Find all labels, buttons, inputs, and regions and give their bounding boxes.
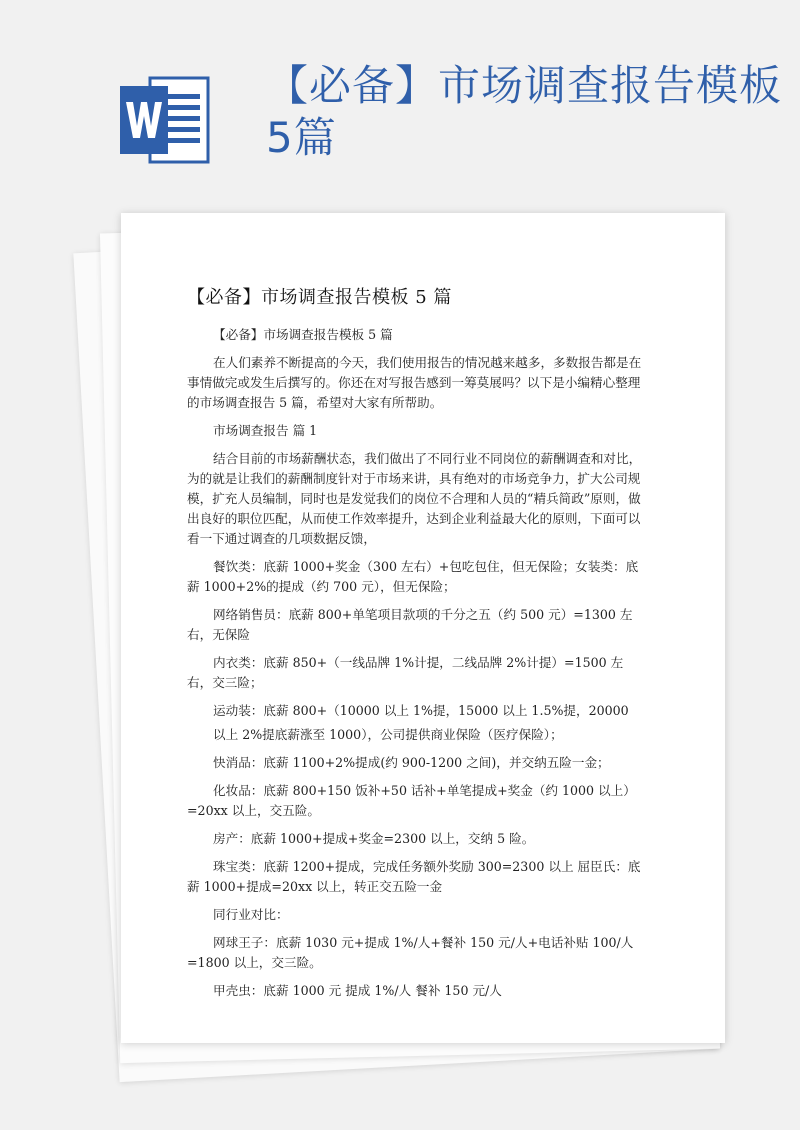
paragraph: 【必备】市场调查报告模板 5 篇 (213, 327, 393, 342)
word-document-icon (120, 72, 212, 168)
paragraph: 快消品：底薪 1100+2%提成(约 900-1200 之间)，并交纳五险一金； (213, 755, 610, 770)
paragraph: 房产：底薪 1000+提成+奖金=2300 以上，交纳 5 险。 (213, 831, 535, 846)
paragraph: 内衣类：底薪 850+（一线品牌 1%计提，二线品牌 2%计提）=1500 左右，交三险； (187, 655, 624, 690)
header (0, 0, 800, 200)
paragraph: 在人们素养不断提高的今天，我们使用报告的情况越来越多，多数报告都是在事情做完或发生后撰写的。你还在对写报告感到一筹莫展吗？以下是小编精心整理的市场调查报告 5 篇，希望对大家有所帮助。 (187, 355, 642, 410)
paragraph: 餐饮类：底薪 1000+奖金（300 左右）+包吃包住，但无保险；女装类：底薪 1000+2%的提成（约 700 元），但无保险； (187, 559, 639, 594)
paragraph: 化妆品：底薪 800+150 饭补+50 话补+单笔提成+奖金（约 1000 以上）=20xx 以上，交五险。 (187, 783, 636, 818)
paragraph: 网球王子：底薪 1030 元+提成 1%/人+餐补 150 元/人+电话补贴 100/人=1800 以上，交三险。 (187, 935, 634, 970)
page-title: 【必备】市场调查报告模板5篇 (266, 61, 783, 162)
paragraph: 网络销售员：底薪 800+单笔项目款项的千分之五（约 500 元）=1300 左右，无保险 (187, 607, 633, 642)
paragraph: 甲壳虫：底薪 1000 元 提成 1%/人 餐补 150 元/人 (213, 983, 502, 998)
paragraph: 以上 2%提底薪涨至 1000），公司提供商业保险（医疗保险）； (213, 727, 563, 742)
document-title: 【必备】市场调查报告模板 5 篇 (187, 287, 452, 308)
document-page (121, 213, 725, 1043)
section-heading: 市场调查报告 篇 1 (213, 423, 318, 438)
document-body (187, 325, 642, 1009)
paragraph: 运动装：底薪 800+（10000 以上 1%提，15000 以上 1.5%提，20000 (213, 703, 629, 718)
paragraph: 结合目前的市场薪酬状态，我们做出了不同行业不同岗位的薪酬调查和对比，为的就是让我们的薪酬制度针对于市场来讲，具有绝对的市场竞争力，扩大公司规模，扩充人员编制，同时也是发觉我们的岗位不合理和人员的“精兵简政”原则，做出良好的职位匹配，从而使工作效率提升，达到企业利益最大化的原则，下面可以看一下通过调查的几项数据反馈， (187, 451, 642, 546)
paragraph: 同行业对比： (213, 907, 289, 922)
paragraph: 珠宝类：底薪 1200+提成，完成任务额外奖励 300=2300 以上 屈臣氏：底薪 1000+提成=20xx 以上，转正交五险一金 (187, 859, 641, 894)
